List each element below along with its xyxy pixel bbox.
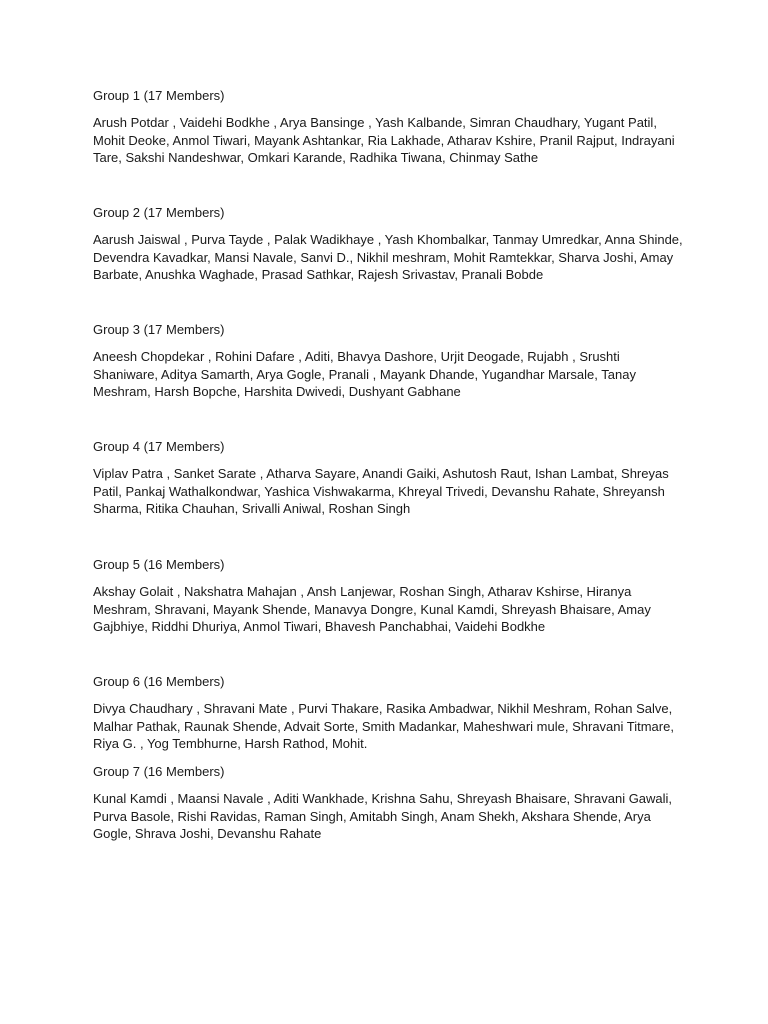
group-title: Group 4 (17 Members): [93, 439, 225, 454]
group-member-list: Divya Chaudhary , Shravani Mate , Purvi Thakare, Rasika Ambadwar, Nikhil Meshram, Rohan Salve, Malhar Pathak, Raunak Shende, Advait Sorte, Smith Madankar, Maheshwari mule, Shravani Titmare, Riya G. , Yog Tembhurne, Harsh Rathod, Mohit.: [93, 701, 674, 752]
group-section-7: [93, 763, 683, 843]
group-title: Group 2 (17 Members): [93, 205, 225, 220]
group-title: Group 5 (16 Members): [93, 557, 225, 572]
group-title: Group 3 (17 Members): [93, 322, 225, 337]
group-section-5: [93, 556, 683, 636]
group-section-6: [93, 673, 683, 753]
group-section-1: [93, 87, 683, 167]
group-member-list: Aneesh Chopdekar , Rohini Dafare , Aditi, Bhavya Dashore, Urjit Deogade, Rujabh , Srushti Shaniware, Aditya Samarth, Arya Gogle, Pranali , Mayank Dhande, Yugandhar Marsale, Tanay Meshram, Harsh Bopche, Harshita Dwivedi, Dushyant Gabhane: [93, 349, 636, 400]
group-section-2: [93, 204, 683, 284]
group-section-4: [93, 438, 683, 518]
group-member-list: Aarush Jaiswal , Purva Tayde , Palak Wadikhaye , Yash Khombalkar, Tanmay Umredkar, Anna Shinde, Devendra Kavadkar, Mansi Navale, Sanvi D., Nikhil meshram, Mohit Ramtekkar, Sharva Joshi, Amay Barbate, Anushka Waghade, Prasad Sathkar, Rajesh Srivastav, Pranali Bobde: [93, 232, 683, 283]
group-member-list: Akshay Golait , Nakshatra Mahajan , Ansh Lanjewar, Roshan Singh, Atharav Kshirse, Hiranya Meshram, Shravani, Mayank Shende, Manavya Dongre, Kunal Kamdi, Shreyash Bhaisare, Amay Gajbhiye, Riddhi Dhuriya, Anmol Tiwari, Bhavesh Panchabhai, Vaidehi Bodkhe: [93, 584, 651, 635]
group-member-list: Arush Potdar , Vaidehi Bodkhe , Arya Bansinge , Yash Kalbande, Simran Chaudhary, Yugant Patil, Mohit Deoke, Anmol Tiwari, Mayank Ashtankar, Ria Lakhade, Atharav Kshire, Pranil Rajput, Indrayani Tare, Sakshi Nandeshwar, Omkari Karande, Radhika Tiwana, Chinmay Sathe: [93, 115, 675, 166]
group-member-list: Kunal Kamdi , Maansi Navale , Aditi Wankhade, Krishna Sahu, Shreyash Bhaisare, Shravani Gawali, Purva Basole, Rishi Ravidas, Raman Singh, Amitabh Singh, Anam Shekh, Akshara Shende, Arya Gogle, Shrava Joshi, Devanshu Rahate: [93, 791, 673, 842]
group-member-list: Viplav Patra , Sanket Sarate , Atharva Sayare, Anandi Gaiki, Ashutosh Raut, Ishan Lambat, Shreyas Patil, Pankaj Wathalkondwar, Yashica Vishwakarma, Khreyal Trivedi, Devanshu Rahate, Shreyansh Sharma, Ritika Chauhan, Srivalli Aniwal, Roshan Singh: [93, 466, 669, 517]
group-section-3: [93, 321, 683, 401]
group-title: Group 6 (16 Members): [93, 674, 225, 689]
group-title: Group 1 (17 Members): [93, 88, 225, 103]
group-title: Group 7 (16 Members): [93, 764, 225, 779]
